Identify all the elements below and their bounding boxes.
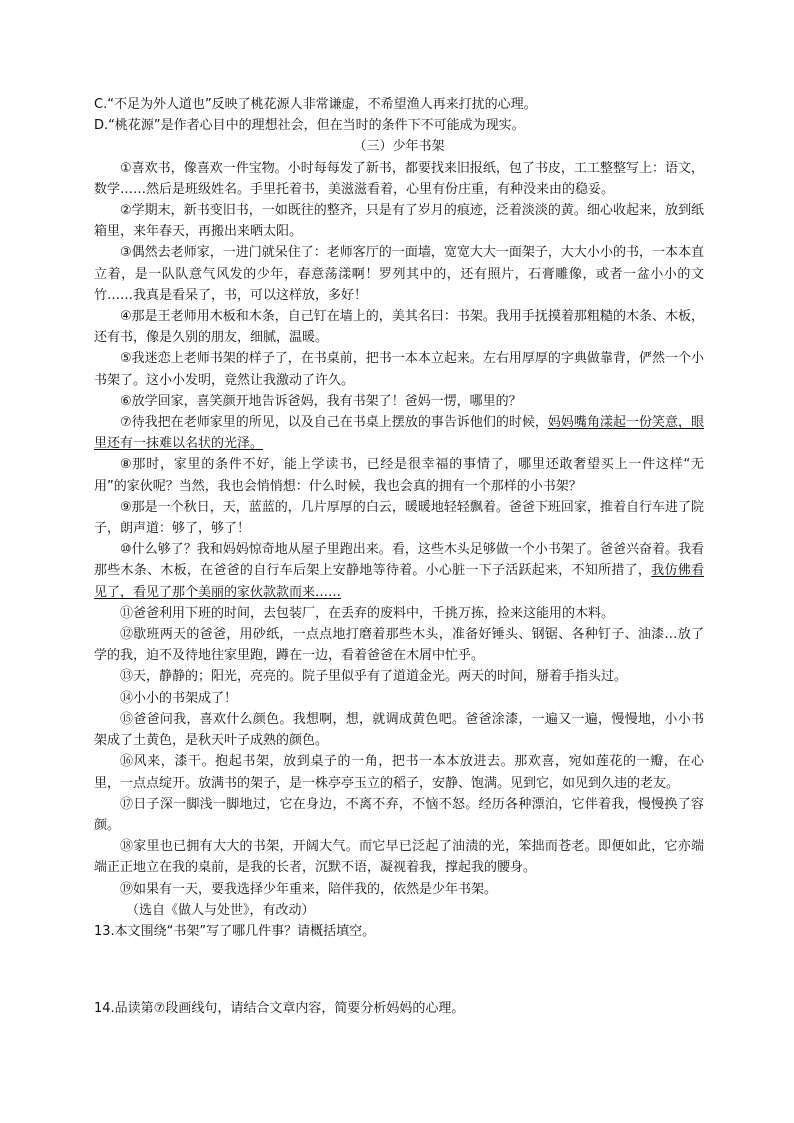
paragraph-8: ⑧那时，家里的条件不好，能上学读书，已经是很幸福的事情了，哪里还敢奢望买上一件这样“无用”的家伙呢？当然，我也会悄悄想：什么时候，我也会真的拥有一个那样的小书架？ — [94, 457, 704, 494]
paragraph-14: ⑭小小的书架成了！ — [120, 690, 238, 706]
paragraph-3: ③偶然去老师家，一进门就呆住了：老师客厅的一面墙，宽宽大大一面架子，大大小小的书，一本本直立着，是一队队意气风发的少年，春意荡漾啊！罗列其中的，还有照片，石膏雕像，或者一盆小小的文竹……我真是看呆了，书，可以这样放，多好！ — [94, 245, 704, 303]
paragraph-7-underlined-sentence: 妈妈嘴角漾起一份笑意，眼里还有一抹难以名状的光泽。 — [94, 415, 704, 452]
paragraph-6: ⑥放学回家，喜笑颜开地告诉爸妈，我有书架了！爸妈一愣，哪里的？ — [120, 393, 522, 409]
document-page — [94, 94, 704, 1019]
source-citation: （选自《做人与处世》，有改动） — [126, 902, 315, 918]
option-c: C.“不足为外人道也”反映了桃花源人非常谦虚，不希望渔人再来打扰的心理。 — [94, 97, 537, 112]
paragraph-7-text: ⑦待我把在老师家里的所见，以及自己在书桌上摆放的事告诉他们的时候， — [120, 415, 548, 431]
paragraph-10-text: ⑩什么够了？我和妈妈惊奇地从屋子里跑出来。看，这些木头足够做一个小书架了。爸爸兴奋着。我看那些木条、木板，在爸爸的自行车后架上安静地等待着。小心脏一下子活跃起来，不知所措了， — [94, 542, 704, 579]
paragraph-1: ①喜欢书，像喜欢一件宝物。小时每每发了新书，都要找来旧报纸，包了书皮，工工整整写上：语文，数学……然后是班级姓名。手里托着书，美滋滋看着，心里有份庄重，有种没来由的稳妥。 — [94, 160, 704, 197]
paragraph-13: ⑬天，静静的；阳光，亮亮的。院子里似乎有了道道金光。两天的时间，掰着手指头过。 — [120, 669, 628, 685]
paragraph-16: ⑯风来，漆干。抱起书架，放到桌子的一角，把书一本本放进去。那欢喜，宛如莲花的一瓣，在心里，一点点绽开。放满书的架子，是一株亭亭玉立的稻子，安静、饱满。见到它，如见到久违的老友。 — [94, 754, 704, 791]
question-13: 13.本文围绕“书架”写了哪几件事？请概括填空。 — [94, 923, 376, 939]
paragraph-5: ⑤我迷恋上老师书架的样子了，在书桌前，把书一本本立起来。左右用厚厚的字典做靠背，俨然一个小书架了。这小小发明，竟然让我激动了许久。 — [94, 351, 704, 388]
paragraph-18: ⑱家里也已拥有大大的书架，开阔大气。而它早已泛起了油渍的光，笨拙而苍老。即便如此，它亦端端正正地立在我的桌前，是我的长者，沉默不语，凝视着我，撑起我的腰身。 — [94, 839, 704, 876]
paragraph-4: ④那是王老师用木板和木条，自己钉在墙上的，美其名曰：书架。我用手抚摸着那粗糙的木条、木板，还有书，像是久别的朋友，细腻，温暖。 — [94, 309, 704, 346]
paragraph-11: ⑪爸爸利用下班的时间，去包装厂，在丢弃的废料中，千挑万拣，捡来这能用的木料。 — [120, 605, 615, 621]
paragraph-17: ⑰日子深一脚浅一脚地过，它在身边，不离不弃，不恼不怒。经历各种漂泊，它伴着我，慢慢换了容颜。 — [94, 796, 704, 833]
paragraph-7 — [94, 412, 704, 454]
section-title: （三）少年书架 — [353, 139, 445, 155]
paragraph-19: ⑲如果有一天，要我选择少年重来，陪伴我的，依然是少年书架。 — [120, 881, 498, 897]
paragraph-10 — [94, 539, 704, 603]
paragraph-15: ⑮爸爸问我，喜欢什么颜色。我想啊，想，就调成黄色吧。爸爸涂漆，一遍又一遍，慢慢地，小小书架成了土黄色，是秋天叶子成熟的颜色。 — [94, 711, 704, 749]
option-d: D.“桃花源”是作者心目中的理想社会，但在当时的条件下不可能成为现实。 — [94, 118, 525, 134]
paragraph-10-underlined-sentence: 我仿佛看见了，看见了那个美丽的家伙款款而来…… — [94, 563, 704, 600]
paragraph-2: ②学期末，新书变旧书，一如既往的整齐，只是有了岁月的痕迹，泛着淡淡的黄。细心收起来，放到纸箱里，来年春天，再搬出来晒太阳。 — [94, 203, 704, 240]
paragraph-12: ⑫歇班两天的爸爸，用砂纸，一点点地打磨着那些木头，准备好锤头、钢锯、各种钉子、油漆…放了学的我，迫不及待地往家里跑，蹲在一边，看着爸爸在木屑中忙乎。 — [94, 627, 704, 664]
question-14: 14.品读第⑦段画线句，请结合文章内容，简要分析妈妈的心理。 — [94, 1001, 465, 1017]
paragraph-9: ⑨那是一个秋日，天，蓝蓝的，几片厚厚的白云，暖暖地轻轻飘着。爸爸下班回家，推着自行车进了院子，朗声道：够了，够了！ — [94, 499, 704, 537]
